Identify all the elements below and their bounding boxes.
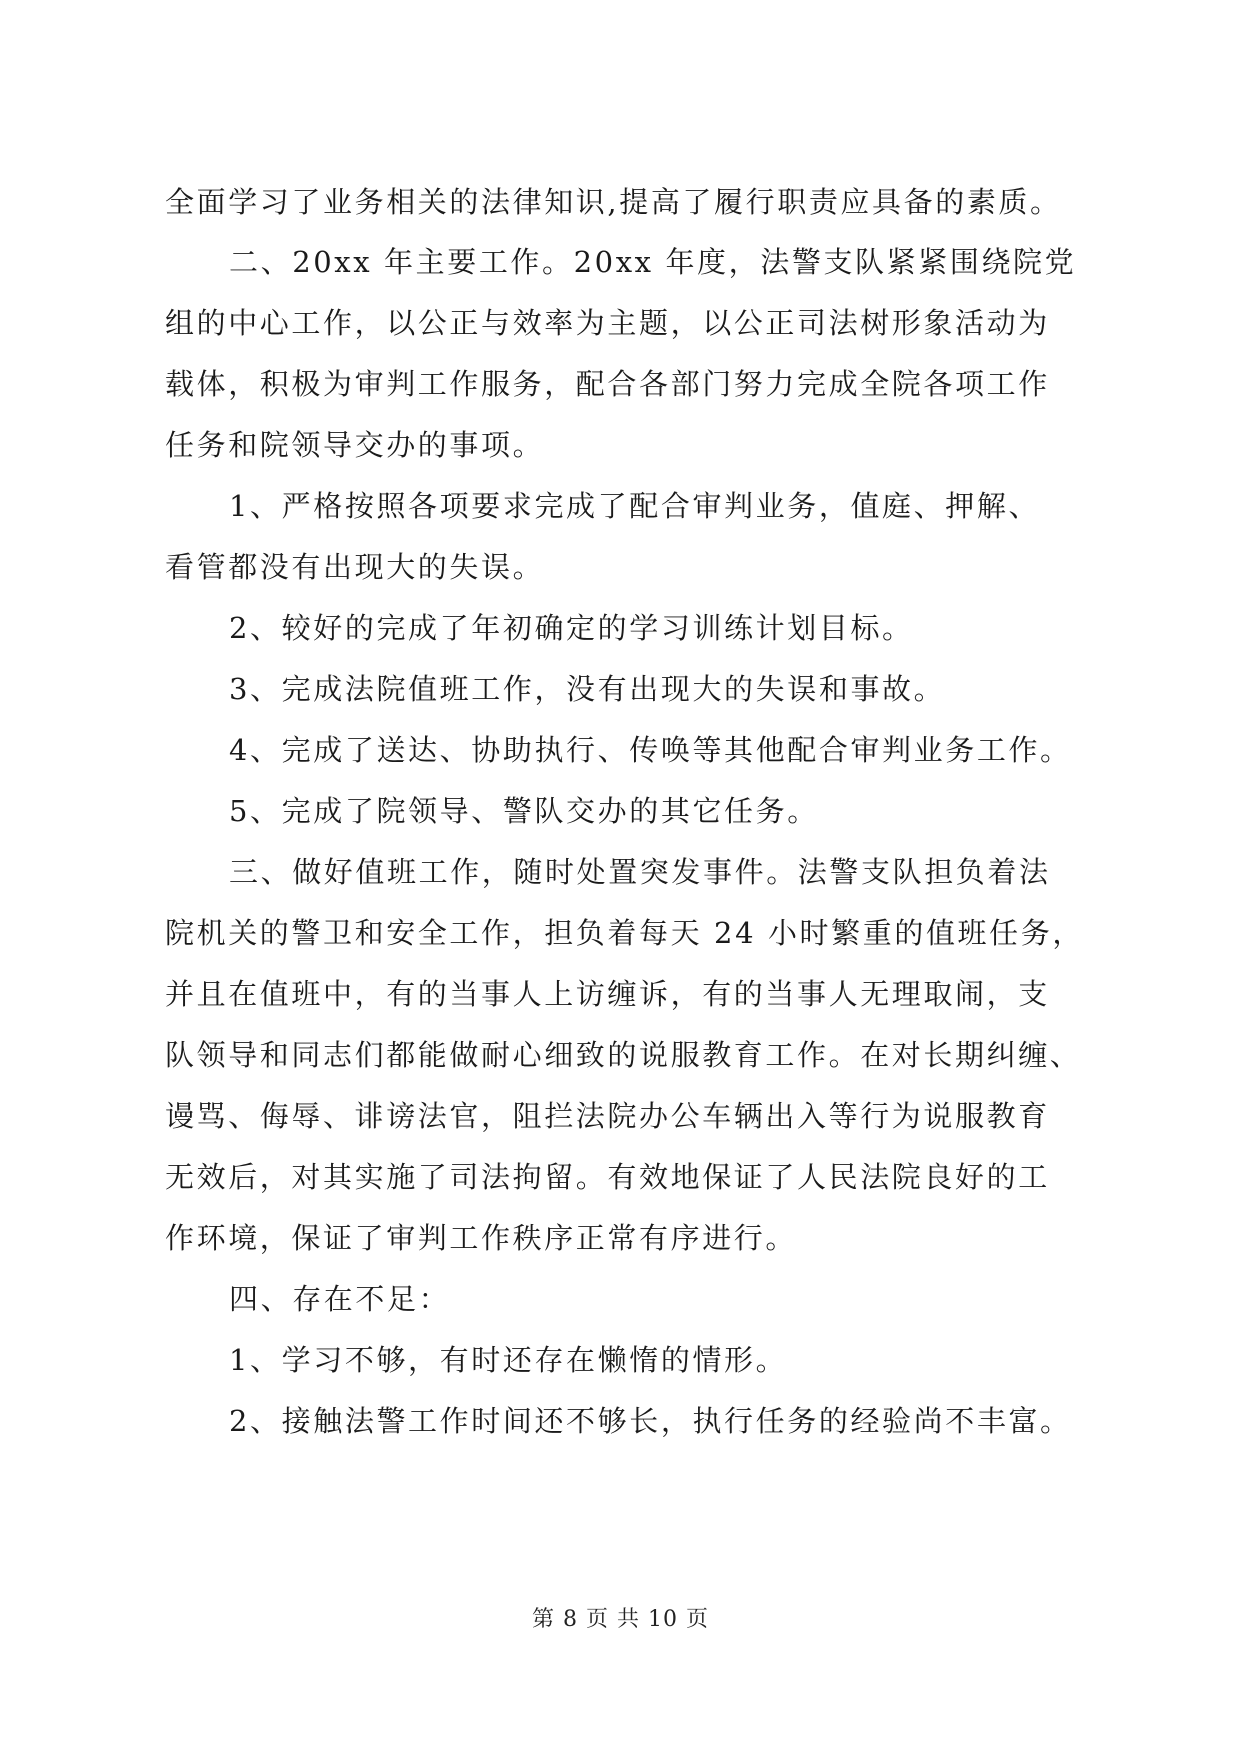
text-line: 四、存在不足： (229, 1282, 451, 1316)
text-line: 谩骂、侮辱、诽谤法官，阻拦法院办公车辆出入等行为说服教育 (165, 1099, 1050, 1133)
text-line: 院机关的警卫和安全工作，担负着每天 24 小时繁重的值班任务， (165, 916, 1084, 950)
text-line: 载体，积极为审判工作服务，配合各部门努力完成全院各项工作 (165, 367, 1050, 401)
text-line: 任务和院领导交办的事项。 (165, 428, 545, 462)
text-line: 三、做好值班工作，随时处置突发事件。法警支队担负着法 (229, 855, 1051, 889)
text-line: 1、严格按照各项要求完成了配合审判业务，值庭、押解、 (229, 489, 1041, 523)
text-line: 并且在值班中，有的当事人上访缠诉，有的当事人无理取闹，支 (165, 977, 1050, 1011)
text-line: 看管都没有出现大的失误。 (165, 550, 545, 584)
text-line: 队领导和同志们都能做耐心细致的说服教育工作。在对长期纠缠、 (165, 1038, 1082, 1072)
text-line: 二、20xx 年主要工作。20xx 年度，法警支队紧紧围绕院党 (229, 245, 1077, 279)
text-line: 全面学习了业务相关的法律知识,提高了履行职责应具备的素质。 (165, 185, 1062, 219)
text-line: 5、完成了院领导、警队交办的其它任务。 (229, 794, 819, 828)
text-line: 2、接触法警工作时间还不够长，执行任务的经验尚不丰富。 (229, 1404, 1072, 1438)
text-line: 无效后，对其实施了司法拘留。有效地保证了人民法院良好的工 (165, 1160, 1050, 1194)
text-line: 组的中心工作，以公正与效率为主题，以公正司法树形象活动为 (165, 306, 1050, 340)
text-line: 4、完成了送达、协助执行、传唤等其他配合审判业务工作。 (229, 733, 1072, 767)
text-line: 2、较好的完成了年初确定的学习训练计划目标。 (229, 611, 914, 645)
text-line: 3、完成法院值班工作，没有出现大的失误和事故。 (229, 672, 946, 706)
text-line: 1、学习不够，有时还存在懒惰的情形。 (229, 1343, 788, 1377)
text-line: 作环境，保证了审判工作秩序正常有序进行。 (165, 1221, 798, 1255)
page-number-footer: 第 8 页 共 10 页 (532, 1607, 709, 1632)
